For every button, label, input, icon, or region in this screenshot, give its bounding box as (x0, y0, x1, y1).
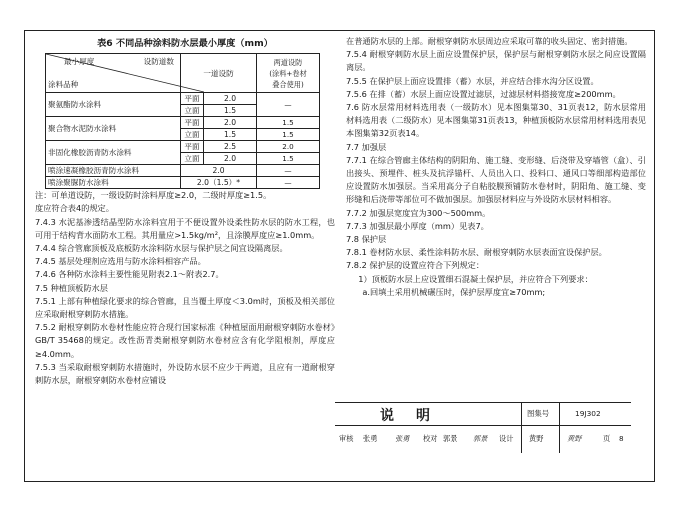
row-val: 1.5 (204, 105, 257, 117)
row-pos: 平面 (181, 117, 204, 129)
row-val: 1.5 (204, 129, 257, 141)
table-title: 表6 不同品种涂料防水层最小厚度（mm） (97, 38, 273, 49)
drawing-title: 说明 (380, 408, 452, 424)
row-val: 2.0 (204, 117, 257, 129)
row-two: 1.5 (257, 153, 320, 165)
paragraph: 7.7.3 加强层最小厚度（mm）见表7。 (346, 220, 489, 231)
header-one-layer: 一道设防 (181, 54, 257, 93)
row-name: 非固化橡胶沥青防水涂料 (46, 141, 181, 165)
paragraph: 度应符合表4的规定。 (35, 203, 114, 214)
title-block (335, 402, 631, 453)
paragraph: 7.4.6 各种防水涂料主要性能见附表2.1～附表2.7。 (35, 269, 224, 280)
section-heading: 7.8 保护层 (346, 234, 387, 245)
atlas-no: 19J302 (575, 409, 601, 418)
checker-name: 郭景 (443, 434, 458, 443)
section-heading: 7.7 加强层 (346, 141, 387, 152)
row-two: — (257, 165, 320, 177)
row-pos: 立面 (181, 129, 204, 141)
table-corner-header (46, 54, 181, 93)
paragraph: 7.5.2 耐根穿刺防水卷材性能应符合现行国家标准《种植屋面用耐根穿刺防水卷材》GB/T 35468的规定。改性沥青类耐根穿刺防水卷材应含有化学阻根剂，厚度应≥4.0mm。 (35, 322, 335, 359)
paragraph: a.回填土采用机械碾压时，保护层厚度宜≥70mm; (362, 286, 546, 297)
row-two: 1.5 (257, 117, 320, 129)
title-block-top (335, 403, 631, 426)
row-name: 聚氨酯防水涂料 (46, 93, 181, 117)
row-name: 喷涂速凝橡胶沥青防水涂料 (46, 165, 181, 177)
left-column (35, 31, 335, 387)
right-column (346, 35, 646, 299)
section-heading: 7.5 种植顶板防水层 (35, 282, 108, 293)
row-name: 聚合物水泥防水涂料 (46, 117, 181, 141)
row-pos: 平面 (181, 93, 204, 105)
row-pos: 立面 (181, 153, 204, 165)
paragraph: 1）顶板防水层上应设置细石混凝土保护层，并应符合下列要求： (358, 273, 593, 284)
paragraph: 7.8.2 保护层的设置应符合下列规定： (346, 260, 485, 271)
paragraph: 7.5.1 上部有种植绿化要求的综合管廊，且当覆土厚度＜3.0m时，顶板及相关部位应采取耐根穿刺防水措施。 (35, 295, 335, 320)
paragraph: 7.5.6 在排（蓄）水层上面应设置过滤层，过滤层材料搭接宽度≥200mm。 (346, 88, 621, 99)
header-material: 涂料品种 (48, 80, 79, 90)
row-name: 喷涂聚脲防水涂料 (46, 177, 181, 189)
paragraph: 7.7.1 在综合管廊主体结构的阴阳角、施工缝、变形缝、后浇带及穿墙管（盒）、引出接头、预埋件、桩头及抗浮锚杆、人员出入口、投料口、通风口等细部构造部位应设置防水加强层。当采用高分子自粘胶膜预铺防水卷材时，阴阳角、施工缝、变形缝和后浇带等部位可不做加强层。加强层材料应与外设防水层材料相容。 (346, 154, 646, 205)
review-label: 审核 (339, 434, 354, 443)
designer-name-visible: 黄野 (529, 434, 544, 443)
checker-signature: 郭景 (473, 434, 488, 443)
check-label: 校对 (423, 434, 438, 443)
row-pos: 立面 (181, 105, 204, 117)
design-label: 设计 (499, 434, 514, 443)
paragraph: 7.5.5 在保护层上面应设置排（蓄）水层，并应结合排水沟分区设置。 (346, 75, 599, 86)
paragraph: 7.4.4 综合管廊顶板及底板防水涂料防水层与保护层之间宜设隔离层。 (35, 243, 288, 254)
header-layers: 设防道数 (143, 57, 174, 67)
thickness-table (45, 53, 320, 189)
paragraph: 7.4.5 基层处理剂应选用与防水涂料相容产品。 (35, 256, 206, 267)
row-val: 2.0 (204, 93, 257, 105)
paragraph: 7.5.4 耐根穿刺防水层上面应设置保护层，保护层与耐根穿刺防水层之间应设置隔离层。 (346, 49, 646, 73)
header-two-layer: 两道设防 (涂料+卷材 叠合使用) (257, 54, 320, 93)
row-val: 2.5 (204, 141, 257, 153)
row-two: 2.0 (257, 141, 320, 153)
header-min-thickness: 最小厚度 (64, 57, 95, 67)
row-val: 2.0（1.5）* (181, 177, 257, 189)
paragraph: 7.5.3 当采取耐根穿刺防水措施时，外设防水层不应少于两道，且应有一道耐根穿刺防水层，耐根穿刺防水卷材应铺设 (35, 361, 335, 386)
paragraph: 7.4.3 水泥基渗透结晶型防水涂料宜用于不便设置外设柔性防水层的防水工程，也可用于结构背水面防水工程。其用量应>1.5kg/m²，且涂膜厚度应≥1.0mm。 (35, 216, 335, 240)
row-two: — (257, 93, 320, 117)
paragraph: 注：可单道设防，一级设防时涂料厚度≥2.0，二级时厚度≥1.5。 (35, 190, 272, 201)
designer-signature: 黄野 (567, 434, 582, 443)
row-two: 1.5 (257, 129, 320, 141)
paragraph: 7.6 防水层常用材料选用表（一级防水）见本图集第30、31页表12，防水层常用材料选用表（二级防水）见本图集第31页表13，种植顶板防水层常用材料选用表见本图集第32页表14。 (346, 102, 646, 139)
row-pos: 平面 (181, 141, 204, 153)
row-val: 2.0 (204, 153, 257, 165)
paragraph: 7.8.1 卷材防水层、柔性涂料防水层、耐根穿刺防水层表面宜设保护层。 (346, 247, 607, 258)
row-val: 2.0 (181, 165, 257, 177)
paragraph: 在普通防水层的上部。耐根穿刺防水层周边应采取可靠的收头固定、密封措施。 (346, 36, 633, 46)
row-two: — (257, 177, 320, 189)
page-number: 8 (619, 434, 624, 443)
atlas-no-label: 图集号 (527, 409, 550, 418)
reviewer-name: 张勇 (363, 434, 378, 443)
page-label: 页 (603, 434, 611, 443)
reviewer-signature: 张勇 (395, 434, 410, 443)
paragraph: 7.7.2 加强层宽度宜为300～500mm。 (346, 207, 491, 218)
